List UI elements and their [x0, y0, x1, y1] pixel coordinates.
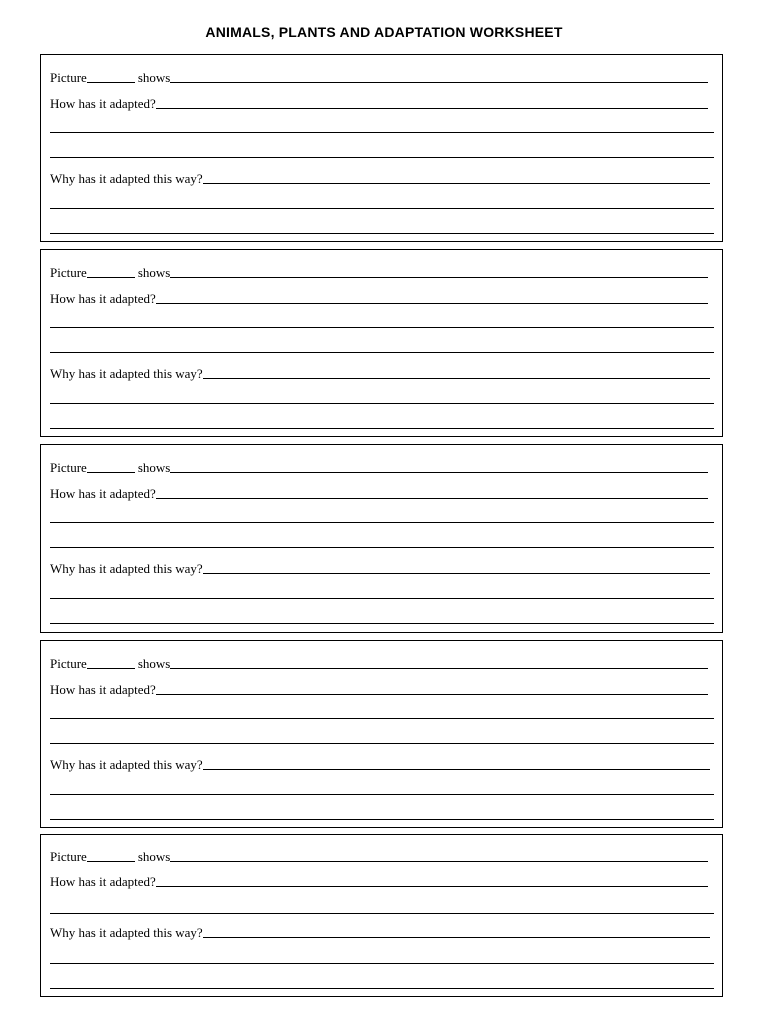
why-adapted-extra-line-1[interactable] [50, 598, 714, 599]
how-adapted-extra-line-1[interactable] [50, 132, 714, 133]
why-adapted-row [50, 922, 714, 940]
how-adapted-extra-line-1[interactable] [50, 522, 714, 523]
why-adapted-extra-line-1[interactable] [50, 963, 714, 964]
shows-answer-line[interactable] [170, 82, 708, 83]
how-adapted-answer-line[interactable] [156, 886, 708, 887]
picture-label: Picture [50, 656, 87, 671]
why-adapted-extra-line-2[interactable] [50, 988, 714, 989]
worksheet-title: ANIMALS, PLANTS AND ADAPTATION WORKSHEET [205, 24, 563, 40]
how-adapted-answer-line[interactable] [156, 303, 708, 304]
why-adapted-extra-line-2[interactable] [50, 623, 714, 624]
answer-section-4 [40, 640, 723, 828]
why-adapted-row [50, 558, 714, 576]
how-adapted-row [50, 483, 714, 501]
shows-label: shows [137, 460, 171, 475]
how-adapted-row [50, 679, 714, 697]
answer-section-3 [40, 444, 723, 633]
picture-label: Picture [50, 265, 87, 280]
why-adapted-label: Why has it adapted this way? [50, 561, 203, 576]
why-adapted-extra-line-2[interactable] [50, 233, 714, 234]
answer-section-5 [40, 834, 723, 997]
why-adapted-answer-line[interactable] [203, 937, 710, 938]
why-adapted-extra-line-2[interactable] [50, 819, 714, 820]
how-adapted-extra-line-2[interactable] [50, 352, 714, 353]
answer-section-2 [40, 249, 723, 437]
shows-answer-line[interactable] [170, 861, 708, 862]
how-adapted-answer-line[interactable] [156, 694, 708, 695]
how-adapted-extra-line-2[interactable] [50, 743, 714, 744]
how-adapted-label: How has it adapted? [50, 682, 156, 697]
picture-shows-row [50, 846, 714, 864]
picture-shows-row [50, 457, 714, 475]
why-adapted-extra-line-1[interactable] [50, 794, 714, 795]
how-adapted-answer-line[interactable] [156, 108, 708, 109]
shows-label: shows [137, 265, 171, 280]
how-adapted-label: How has it adapted? [50, 96, 156, 111]
shows-label: shows [137, 656, 171, 671]
picture-shows-row [50, 262, 714, 280]
how-adapted-extra-line-1[interactable] [50, 913, 714, 914]
shows-answer-line[interactable] [170, 472, 708, 473]
picture-number-blank[interactable] [87, 277, 135, 278]
how-adapted-extra-line-2[interactable] [50, 547, 714, 548]
how-adapted-extra-line-2[interactable] [50, 157, 714, 158]
why-adapted-row [50, 363, 714, 381]
shows-answer-line[interactable] [170, 277, 708, 278]
shows-label: shows [137, 70, 171, 85]
how-adapted-row [50, 93, 714, 111]
why-adapted-answer-line[interactable] [203, 573, 710, 574]
picture-shows-row [50, 653, 714, 671]
why-adapted-label: Why has it adapted this way? [50, 171, 203, 186]
picture-number-blank[interactable] [87, 82, 135, 83]
how-adapted-label: How has it adapted? [50, 291, 156, 306]
answer-section-1 [40, 54, 723, 242]
why-adapted-label: Why has it adapted this way? [50, 757, 203, 772]
shows-label: shows [137, 849, 171, 864]
how-adapted-extra-line-1[interactable] [50, 327, 714, 328]
why-adapted-extra-line-1[interactable] [50, 208, 714, 209]
why-adapted-row [50, 168, 714, 186]
how-adapted-label: How has it adapted? [50, 486, 156, 501]
how-adapted-answer-line[interactable] [156, 498, 708, 499]
why-adapted-label: Why has it adapted this way? [50, 366, 203, 381]
picture-number-blank[interactable] [87, 861, 135, 862]
how-adapted-row [50, 871, 714, 889]
why-adapted-extra-line-2[interactable] [50, 428, 714, 429]
picture-label: Picture [50, 460, 87, 475]
why-adapted-answer-line[interactable] [203, 378, 710, 379]
picture-label: Picture [50, 70, 87, 85]
how-adapted-row [50, 288, 714, 306]
picture-shows-row [50, 67, 714, 85]
picture-number-blank[interactable] [87, 668, 135, 669]
why-adapted-answer-line[interactable] [203, 769, 710, 770]
why-adapted-extra-line-1[interactable] [50, 403, 714, 404]
why-adapted-label: Why has it adapted this way? [50, 925, 203, 940]
how-adapted-label: How has it adapted? [50, 874, 156, 889]
why-adapted-answer-line[interactable] [203, 183, 710, 184]
shows-answer-line[interactable] [170, 668, 708, 669]
why-adapted-row [50, 754, 714, 772]
picture-number-blank[interactable] [87, 472, 135, 473]
picture-label: Picture [50, 849, 87, 864]
how-adapted-extra-line-1[interactable] [50, 718, 714, 719]
